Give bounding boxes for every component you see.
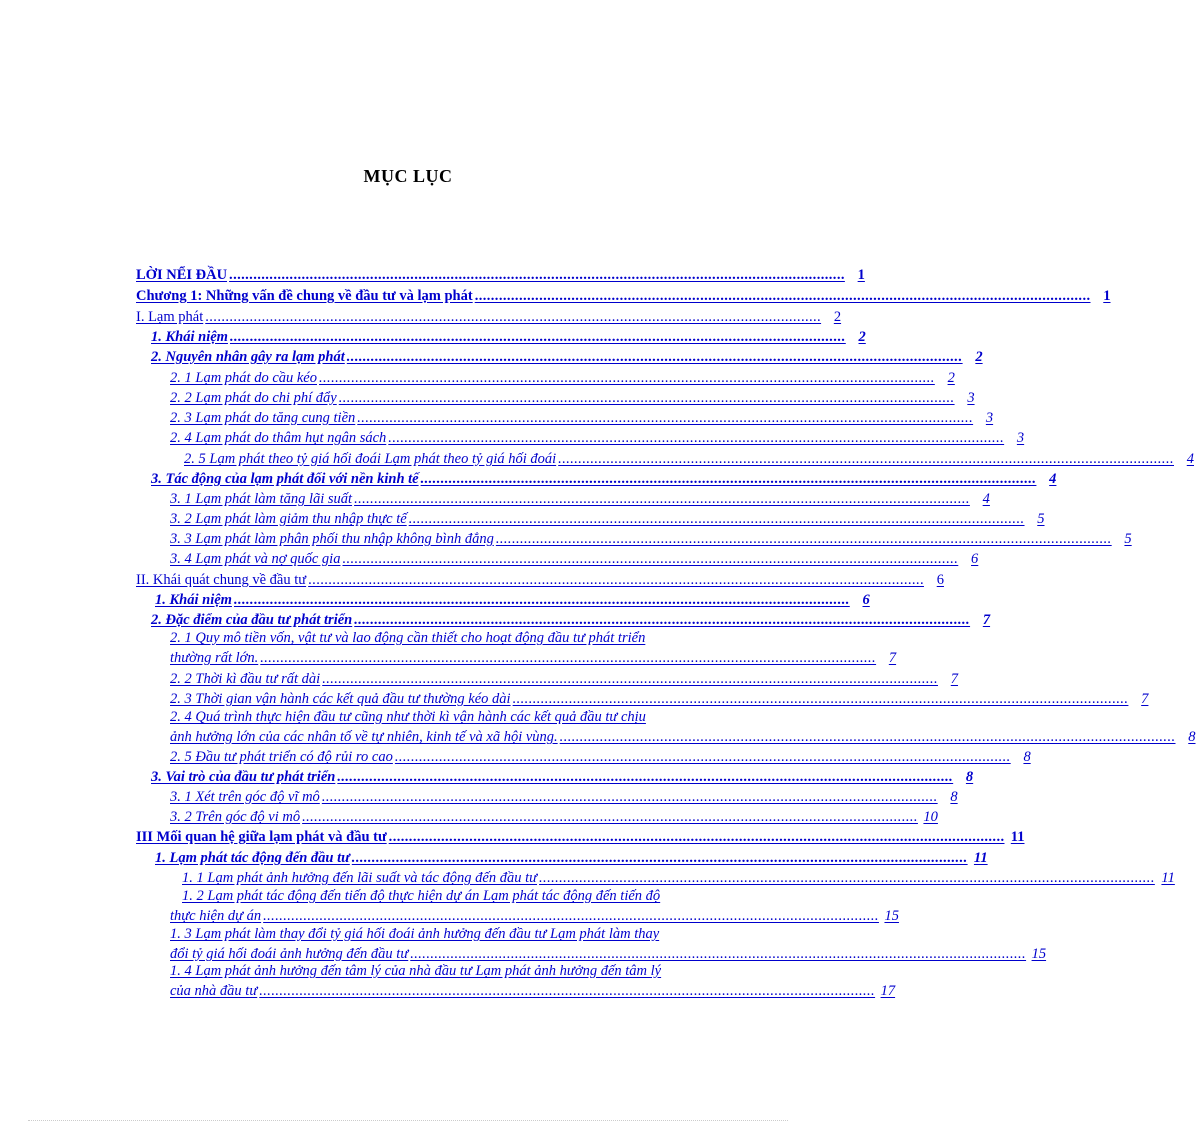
toc-entry[interactable]: 1. Lạm phát tác động đến đầu tư ......................................................................................................................................................... 11 [155,850,988,866]
toc-entry-first-line[interactable]: 1. 2 Lạm phát tác động đến tiến độ thực hiện dự án Lạm phát tác động đến tiến độ [182,888,661,904]
page-number: 8 [1188,729,1196,745]
toc-entry[interactable]: 2. Đặc điểm của đầu tư phát triển ......................................................................................................................................................... 7 [151,612,991,628]
leader-dots: ......................................................................................................................................................... [495,531,1112,547]
toc-entry-first-line[interactable]: 1. 3 Lạm phát làm thay đổi tỷ giá hối đoái ảnh hưởng đến đầu tư Lạm phát làm thay [170,926,660,942]
leader-dots: ......................................................................................................................................................... [342,551,959,567]
toc-entry[interactable]: 2. Nguyên nhân gây ra lạm phát ......................................................................................................................................................... 2 [151,349,983,365]
toc-entry[interactable]: 3. 1 Xét trên góc độ vĩ mô ......................................................................................................................................................... 8 [170,789,958,805]
page-number: 3 [1016,430,1025,446]
leader-dots: ......................................................................................................................................................... [394,749,1011,765]
toc-entry[interactable]: Chương 1: Những vấn đề chung về đầu tư và lạm phát ......................................................................................................................................................... 1 [136,288,1111,304]
leader-dots: ......................................................................................................................................................... [539,870,1155,886]
leader-dots: ......................................................................................................................................................... [474,288,1091,304]
page-number: 8 [950,789,958,805]
page-number: 6 [936,572,944,588]
page-number: 2 [947,370,955,386]
toc-entry-first-line[interactable]: 2. 1 Quy mô tiền vốn, vật tư và lao động cần thiết cho hoạt động đầu tư phát triển [170,630,646,646]
toc-entry[interactable]: LỜI NỂI ĐẦU ......................................................................................................................................................... 1 [136,267,865,283]
leader-dots: ......................................................................................................................................................... [558,451,1174,467]
page-number: 5 [1037,511,1045,527]
page-number: 4 [1049,471,1057,487]
toc-entry[interactable]: 2. 5 Lạm phát theo tỷ giá hối đoái Lạm phát theo tỷ giá hối đoái ......................................................................................................................................................... 4 [184,451,1194,467]
toc-entry-first-line[interactable]: 1. 4 Lạm phát ảnh hưởng đến tâm lý của nhà đầu tư Lạm phát ảnh hưởng đến tâm lý [170,963,662,979]
leader-dots: ......................................................................................................................................................... [302,809,918,825]
leader-dots: ......................................................................................................................................................... [322,671,939,687]
page-number: 11 [973,850,988,866]
leader-dots: ......................................................................................................................................................... [351,850,968,866]
toc-entry[interactable]: thường rất lớn. ......................................................................................................................................................... 7 [170,650,897,666]
leader-dots: ......................................................................................................................................................... [354,612,971,628]
leader-dots: ......................................................................................................................................................... [388,829,1005,845]
toc-entry[interactable]: 3. Tác động của lạm phát đối với nền kinh tế ......................................................................................................................................................... 4 [151,471,1057,487]
page-number: 11 [1010,829,1025,845]
leader-dots: ......................................................................................................................................................... [559,729,1176,745]
page-number: 17 [880,983,896,999]
leader-dots: ......................................................................................................................................................... [259,983,876,999]
toc-entry[interactable]: 3. 2 Lạm phát làm giảm thu nhập thực tế ......................................................................................................................................................... 5 [170,511,1045,527]
leader-dots: ......................................................................................................................................................... [346,349,963,365]
toc-entry[interactable]: 2. 2 Thời kì đầu tư rất dài ......................................................................................................................................................... 7 [170,671,959,687]
leader-dots: ......................................................................................................................................................... [388,430,1005,446]
page-number: 7 [888,650,897,666]
leader-dots: ......................................................................................................................................................... [319,370,935,386]
leader-dots: ......................................................................................................................................................... [410,946,1027,962]
toc-entry[interactable]: 2. 3 Thời gian vận hành các kết quả đầu tư thường kéo dài ......................................................................................................................................................... 7 [170,691,1149,707]
page-number: 15 [884,908,899,924]
page-number: 6 [862,592,870,608]
leader-dots: ......................................................................................................................................................... [408,511,1025,527]
leader-dots: ......................................................................................................................................................... [512,691,1129,707]
toc-entry[interactable]: 3. Vai trò của đầu tư phát triển ......................................................................................................................................................... 8 [151,769,974,785]
page-number: 15 [1031,946,1047,962]
toc-entry[interactable]: 2. 4 Lạm phát do thâm hụt ngân sách ......................................................................................................................................................... 3 [170,430,1025,446]
page-number: 11 [1161,870,1175,886]
toc-entry[interactable]: 1. Khái niệm ......................................................................................................................................................... 2 [151,329,866,345]
page-number: 6 [971,551,979,567]
page-number: 8 [1023,749,1031,765]
leader-dots: ......................................................................................................................................................... [229,329,846,345]
toc-entry[interactable]: 1. Khái niệm ......................................................................................................................................................... 6 [155,592,870,608]
toc-entry[interactable]: thực hiện dự án ......................................................................................................................................................... 15 [170,908,899,924]
toc-entry[interactable]: ảnh hưởng lớn của các nhân tố về tự nhiên, kinh tế và xã hội vùng. ......................................................................................................................................................... 8 [170,729,1196,745]
toc-entry[interactable]: của nhà đầu tư ......................................................................................................................................................... 17 [170,983,896,999]
leader-dots: ......................................................................................................................................................... [229,267,845,283]
toc-entry[interactable]: 3. 4 Lạm phát và nợ quốc gia ......................................................................................................................................................... 6 [170,551,979,567]
page-number: 8 [965,769,974,785]
leader-dots: ......................................................................................................................................................... [263,908,879,924]
leader-dots: ......................................................................................................................................................... [205,309,822,325]
page-number: 10 [923,809,938,825]
leader-dots: ......................................................................................................................................................... [338,390,955,406]
toc-entry[interactable]: đổi tỷ giá hối đoái ảnh hưởng đến đầu tư ......................................................................................................................................................... 15 [170,946,1047,962]
page-title: MỤC LỤC [363,166,453,186]
leader-dots: ......................................................................................................................................................... [308,572,924,588]
toc-entry[interactable]: 1. 1 Lạm phát ảnh hưởng đến lãi suất và tác động đến đầu tư ......................................................................................................................................................... 11 [182,870,1175,886]
page-number: 3 [985,410,994,426]
toc-entry-first-line[interactable]: 2. 4 Quá trình thực hiện đầu tư cũng như thời kì vận hành các kết quả đầu tư chịu [170,709,646,725]
page-number: 4 [1186,451,1194,467]
toc-entry[interactable]: 2. 2 Lạm phát do chi phí đẩy ......................................................................................................................................................... 3 [170,390,975,406]
toc-entry[interactable]: 2. 5 Đầu tư phát triển có độ rủi ro cao ......................................................................................................................................................... 8 [170,749,1031,765]
page-number: 2 [975,349,983,365]
leader-dots: ......................................................................................................................................................... [357,410,974,426]
leader-dots: ......................................................................................................................................................... [354,491,970,507]
page-number: 5 [1124,531,1132,547]
page-number: 7 [950,671,959,687]
page-number: 3 [967,390,975,406]
leader-dots: ......................................................................................................................................................... [420,471,1037,487]
page-number: 2 [858,329,866,345]
page-bottom-rule [28,1120,788,1121]
toc-entry[interactable]: 3. 3 Lạm phát làm phân phối thu nhập không bình đẳng ......................................................................................................................................................... 5 [170,531,1132,547]
toc-entry[interactable]: II. Khái quát chung về đầu tư ......................................................................................................................................................... 6 [136,572,944,588]
leader-dots: ......................................................................................................................................................... [233,592,850,608]
page-number: 1 [857,267,865,283]
toc-entry[interactable]: 3. 1 Lạm phát làm tăng lãi suất ......................................................................................................................................................... 4 [170,491,990,507]
page-number: 1 [1103,288,1111,304]
toc-entry[interactable]: III Mối quan hệ giữa lạm phát và đầu tư ......................................................................................................................................................... 11 [136,829,1025,845]
page-number: 7 [1141,691,1149,707]
leader-dots: ......................................................................................................................................................... [260,650,877,666]
toc-entry[interactable]: 3. 2 Trên góc độ vi mô ......................................................................................................................................................... 10 [170,809,938,825]
leader-dots: ......................................................................................................................................................... [321,789,938,805]
toc-entry[interactable]: 2. 1 Lạm phát do cầu kéo ......................................................................................................................................................... 2 [170,370,955,386]
page-number: 2 [833,309,842,325]
page-number: 4 [982,491,990,507]
toc-entry[interactable]: I. Lạm phát ......................................................................................................................................................... 2 [136,309,842,325]
page-number: 7 [982,612,991,628]
toc-entry[interactable]: 2. 3 Lạm phát do tăng cung tiền ......................................................................................................................................................... 3 [170,410,994,426]
leader-dots: ......................................................................................................................................................... [337,769,954,785]
